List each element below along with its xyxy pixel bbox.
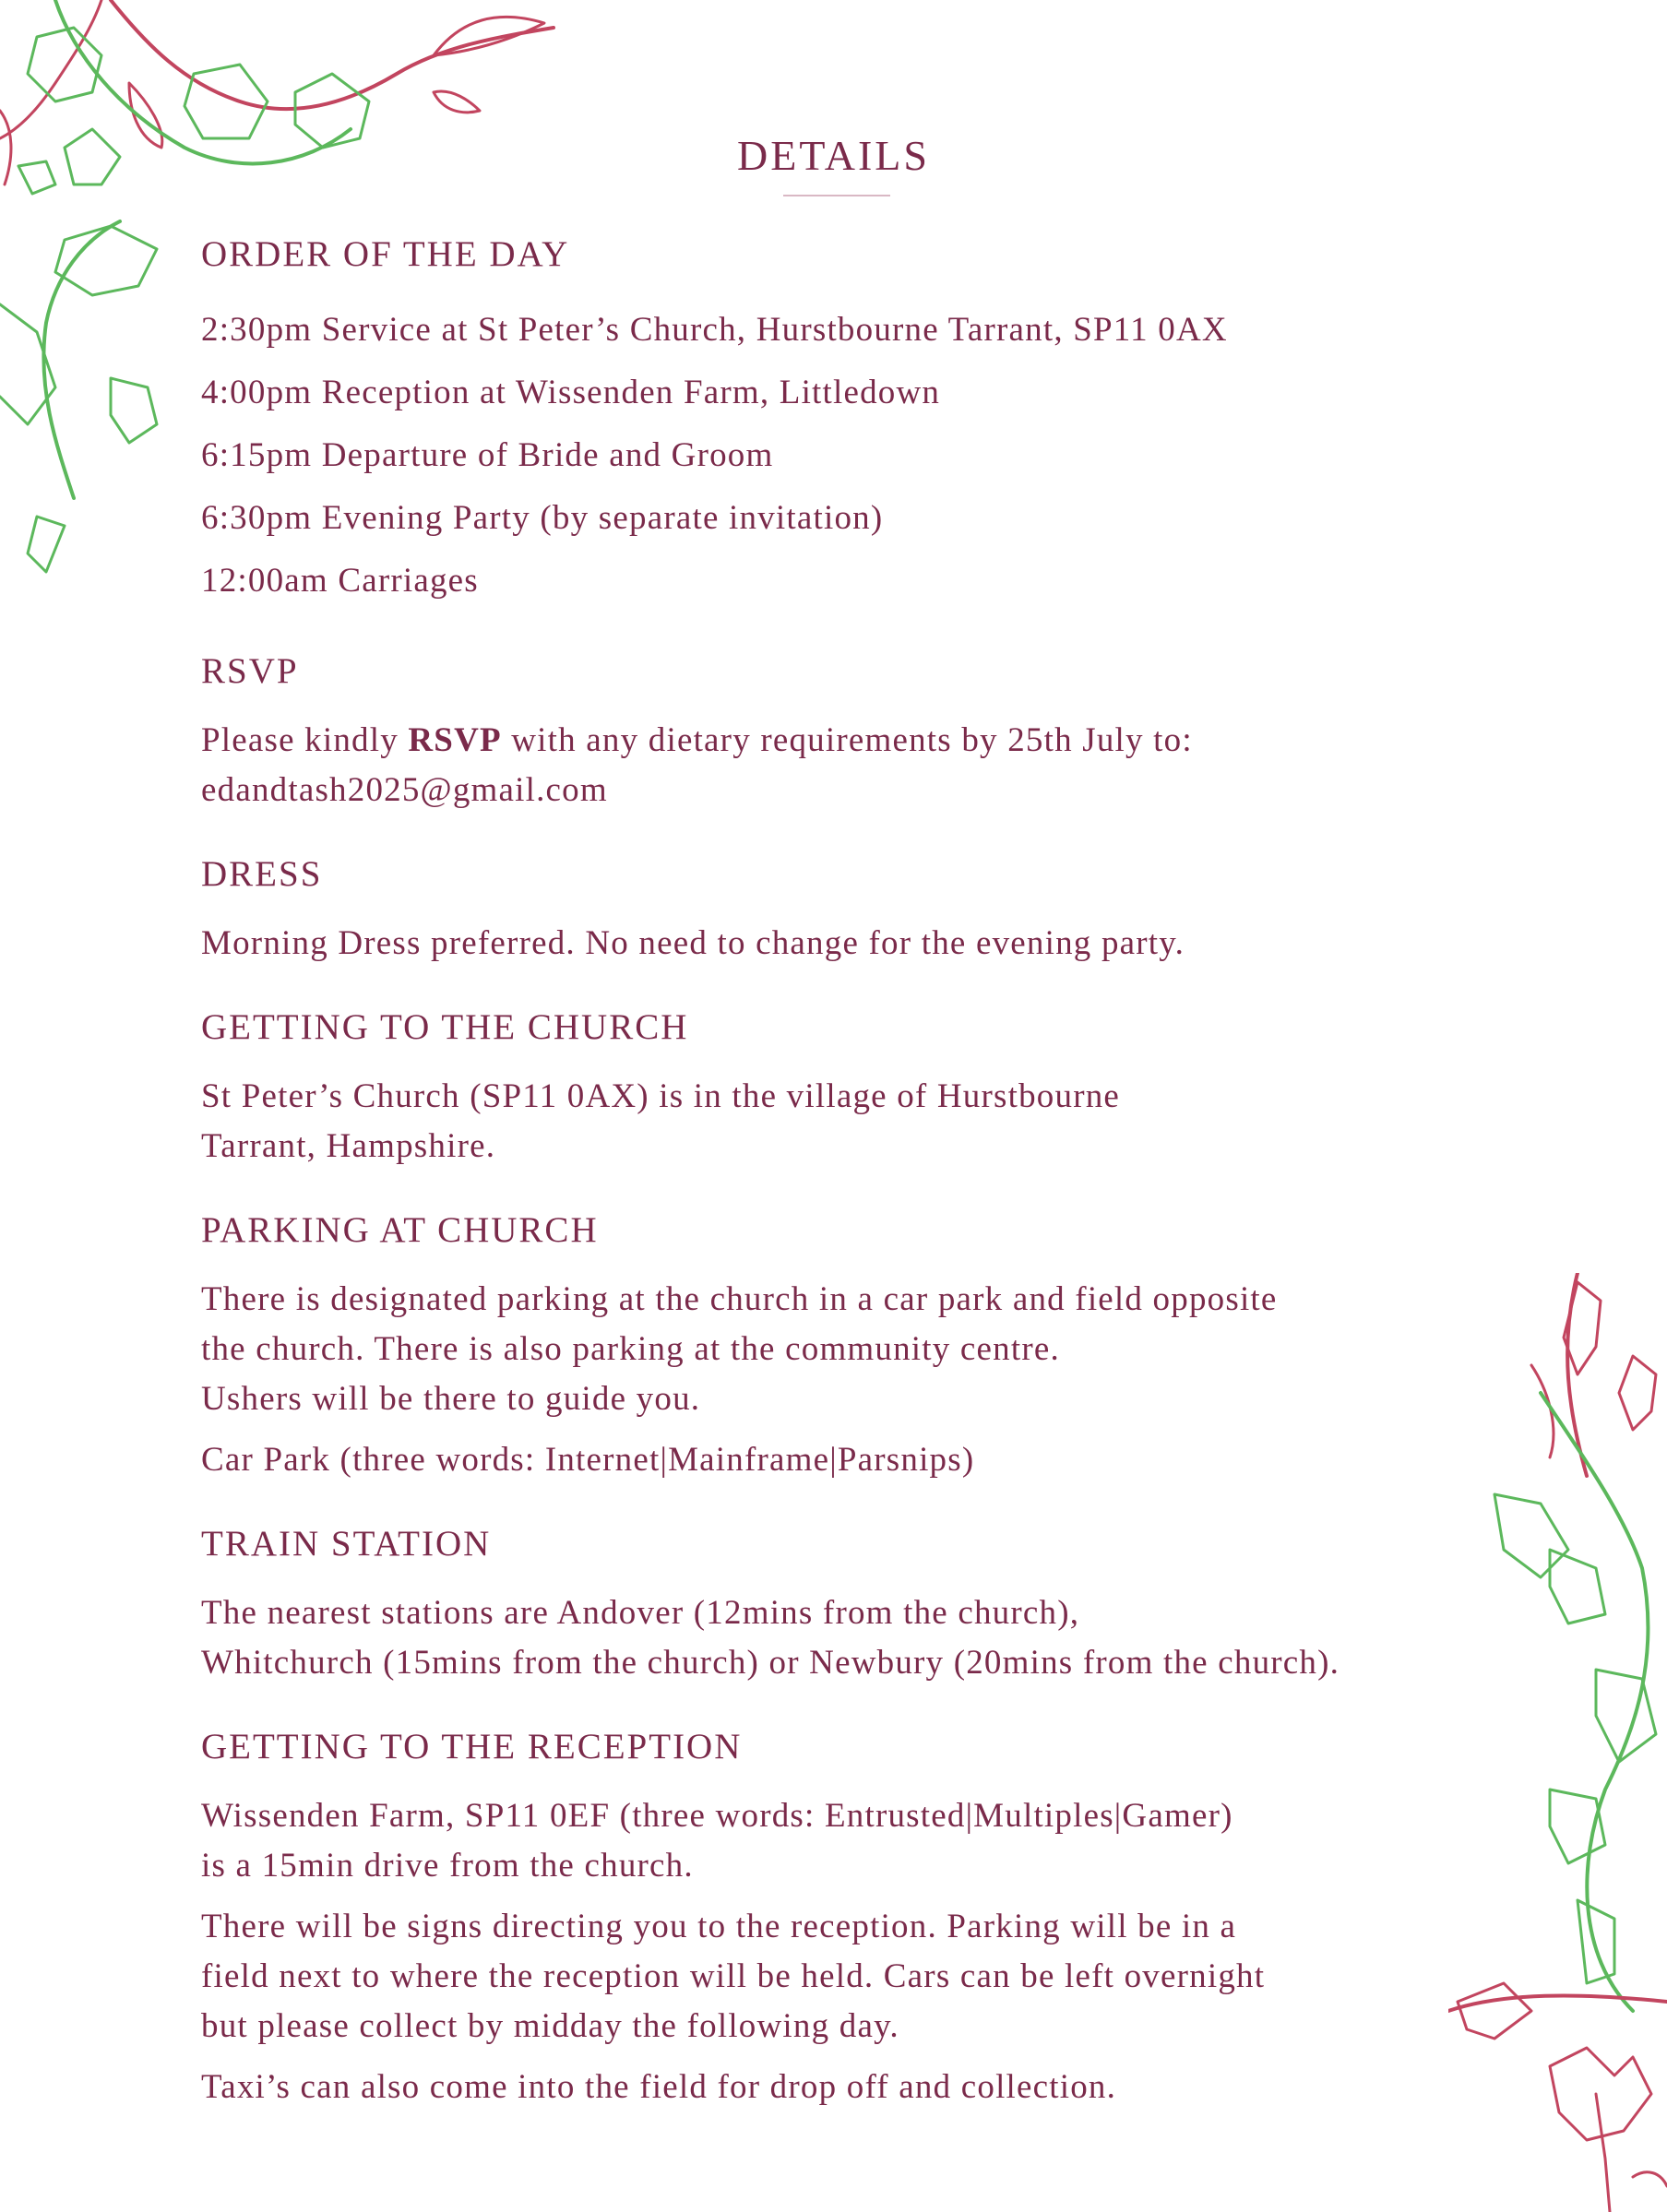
spacer [201,1171,1511,1208]
heading-getting-to-church: GETTING TO THE CHURCH [201,1007,689,1047]
schedule-item: 6:30pm Evening Party (by separate invitation) [201,499,884,537]
details-content [201,232,1511,2112]
schedule-item: 12:00am Carriages [201,562,479,600]
schedule-item: 2:30pm Service at St Peter’s Church, Hurstbourne Tarrant, SP11 0AX [201,311,1228,349]
heading-rsvp: RSVP [201,651,299,691]
rsvp-email: edandtash2025@gmail.com [201,771,608,809]
heading-getting-to-reception: GETTING TO THE RECEPTION [201,1727,743,1766]
parking-text-line: the church. There is also parking at the community centre. [201,1330,1060,1368]
church-text-line: St Peter’s Church (SP11 0AX) is in the village of Hurstbourne [201,1077,1121,1115]
rsvp-text-pre: Please kindly [201,721,409,759]
train-text-line: The nearest stations are Andover (12mins from the church), [201,1594,1080,1632]
reception-text-line: There will be signs directing you to the reception. Parking will be in a [201,1908,1237,1945]
schedule-item: 6:15pm Departure of Bride and Groom [201,436,774,474]
spacer [201,1485,1511,1522]
heading-order-of-the-day: ORDER OF THE DAY [201,234,570,274]
section-train-station [201,1522,1511,1688]
spacer [201,612,1511,649]
reception-taxi-text: Taxi’s can also come into the field for drop off and collection. [201,2068,1117,2106]
train-text-line: Whitchurch (15mins from the church) or Newbury (20mins from the church). [201,1644,1340,1682]
reception-text-line: Wissenden Farm, SP11 0EF (three words: Entrusted|Multiples|Gamer) [201,1797,1233,1835]
schedule-item: 4:00pm Reception at Wissenden Farm, Littledown [201,374,941,411]
title-divider [783,195,890,196]
section-dress [201,852,1511,969]
spacer [201,969,1511,1005]
parking-text-line: Ushers will be there to guide you. [201,1380,701,1418]
rsvp-bold: RSVP [408,721,502,759]
reception-text-line: but please collect by midday the following day. [201,2007,899,2045]
church-text-line: Tarrant, Hampshire. [201,1127,496,1165]
section-rsvp [201,649,1511,815]
dress-text: Morning Dress preferred. No need to change for the evening party. [201,924,1185,962]
section-getting-to-church [201,1005,1511,1171]
rsvp-text-post: with any dietary requirements by 25th July to: [501,721,1193,759]
spacer [201,1688,1511,1725]
section-getting-to-reception [201,1725,1511,2112]
reception-text-line: field next to where the reception will be held. Cars can be left overnight [201,1957,1266,1995]
spacer [201,815,1511,852]
page-title: DETAILS [737,132,930,179]
rsvp-text [201,716,1511,766]
heading-dress: DRESS [201,854,323,894]
parking-text-line: There is designated parking at the church in a car park and field opposite [201,1280,1278,1318]
reception-text-line: is a 15min drive from the church. [201,1847,694,1885]
car-park-three-words: Car Park (three words: Internet|Mainframe|Parsnips) [201,1441,975,1479]
section-parking [201,1208,1511,1485]
heading-parking: PARKING AT CHURCH [201,1210,599,1250]
heading-train-station: TRAIN STATION [201,1524,492,1564]
section-order-of-the-day [201,232,1511,612]
